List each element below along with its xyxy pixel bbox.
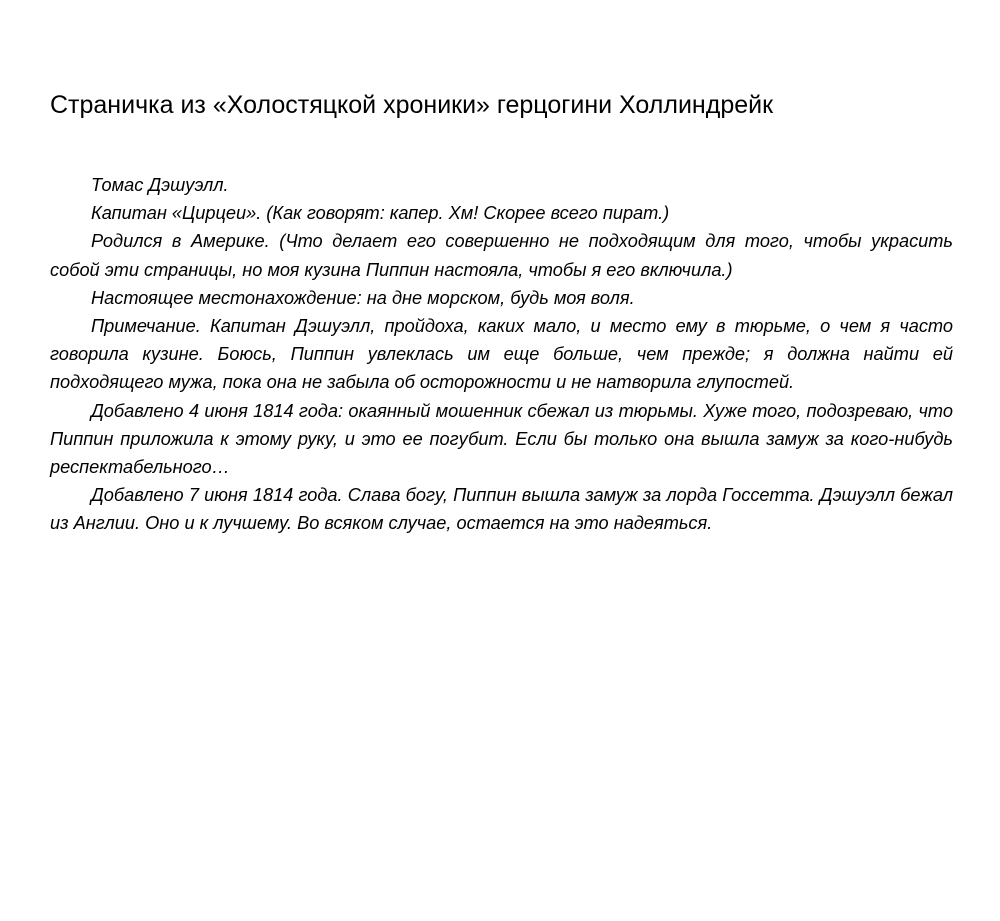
document-body xyxy=(50,171,953,538)
paragraph-born: Родился в Америке. (Что делает его совершенно не подходящим для того, чтобы украсить собой эти страницы, но моя кузина Пиппин настояла, чтобы я его включила.) xyxy=(50,231,953,280)
paragraph-added-june-4: Добавлено 4 июня 1814 года: окаянный мошенник сбежал из тюрьмы. Хуже того, подозреваю, что Пиппин приложила к этому руку, и это ее погубит. Если бы только она вышла замуж за кого-нибудь респектабельного… xyxy=(50,400,953,478)
paragraph-name: Томас Дэшуэлл. xyxy=(91,175,229,195)
paragraph-added-june-7: Добавлено 7 июня 1814 года. Слава богу, Пиппин вышла замуж за лорда Госсетта. Дэшуэлл бежал из Англии. Оно и к лучшему. Во всяком случае, остается на это надеяться. xyxy=(50,485,953,534)
paragraph-note: Примечание. Капитан Дэшуэлл, пройдоха, каких мало, и место ему в тюрьме, о чем я часто говорила кузине. Боюсь, Пиппин увлеклась им еще больше, чем прежде; я должна найти ей подходящего мужа, пока она не забыла об осторожности и не натворила глупостей. xyxy=(50,316,953,393)
paragraph-location: Настоящее местонахождение: на дне морском, будь моя воля. xyxy=(91,287,635,308)
page-title: Страничка из «Холостяцкой хроники» герцогини Холлиндрейк xyxy=(50,91,774,119)
paragraph-captain: Капитан «Цирцеи». (Как говорят: капер. Хм! Скорее всего пират.) xyxy=(91,203,670,224)
